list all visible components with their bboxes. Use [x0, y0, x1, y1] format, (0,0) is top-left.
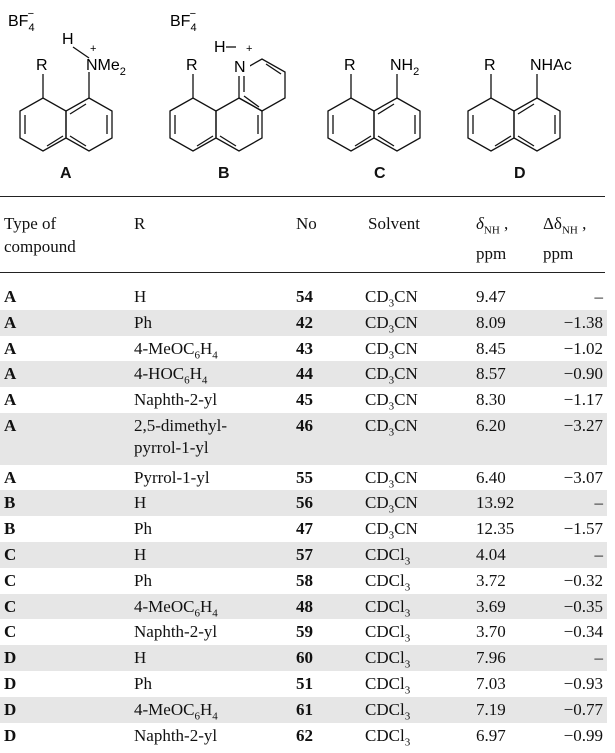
cell-r: $4-MeOC_6H_4$	[134, 338, 218, 361]
cell-delta: 8.57	[476, 364, 506, 384]
cell-delta: 7.03	[476, 673, 506, 693]
cell-no: 46	[296, 415, 313, 435]
cell-no: 45	[296, 390, 313, 410]
cell-delta: 6.97	[476, 725, 506, 745]
table-row	[0, 542, 607, 568]
structure-c	[318, 0, 458, 195]
table-row	[0, 645, 607, 671]
structure-a	[0, 0, 150, 195]
cell-ddelta: –	[594, 287, 603, 306]
table-row	[0, 723, 607, 749]
cell-delta: 9.47	[476, 287, 506, 306]
cell-no: 47	[296, 519, 313, 539]
cell-ddelta: −1.17	[563, 390, 603, 410]
cell-solvent: $CD_3CN$	[365, 467, 418, 490]
table-row	[0, 361, 607, 387]
cell-solvent: $CD_3CN$	[365, 287, 418, 310]
table-row	[0, 594, 607, 620]
cell-type: C	[4, 596, 17, 616]
header-type: Type of compound	[4, 214, 76, 256]
cell-solvent: $CD_3CN$	[365, 364, 418, 387]
table-row	[0, 465, 607, 491]
cell-delta: 3.72	[476, 570, 506, 590]
table-row	[0, 619, 607, 645]
cell-solvent: CDCl$_3$	[365, 648, 411, 671]
cell-ddelta: –	[594, 544, 603, 564]
data-table	[0, 284, 607, 748]
substituent-r-a: R	[36, 57, 48, 74]
structure-b	[160, 0, 320, 195]
header-no: No	[296, 214, 317, 233]
cell-solvent: CDCl$_3$	[365, 699, 411, 723]
cell-delta: 8.09	[476, 312, 506, 332]
header-ddelta: $\Delta\delta_{NH}$ , ppm	[543, 214, 587, 264]
cell-r: Ph	[134, 312, 152, 332]
cell-r: H	[134, 544, 147, 564]
cell-no: 55	[296, 467, 313, 487]
cell-solvent: CDCl$_3$	[365, 673, 411, 697]
cell-type: D	[4, 699, 17, 719]
structure-d	[458, 0, 608, 195]
table-row	[0, 516, 607, 542]
cell-ddelta: −3.27	[563, 415, 603, 435]
cell-no: 51	[296, 673, 313, 693]
table-row	[0, 568, 607, 594]
table-top-rule	[0, 196, 605, 197]
cell-type: B	[4, 519, 16, 539]
header-delta: $\delta_{NH}$ , ppm	[476, 214, 509, 264]
cell-r: H	[134, 493, 147, 513]
cell-type: C	[4, 544, 17, 564]
cell-delta: 3.69	[476, 596, 506, 616]
cell-delta: 8.30	[476, 390, 506, 410]
cell-no: 44	[296, 364, 313, 384]
cell-solvent: CDCl$_3$	[365, 725, 411, 748]
cell-r: Naphth-2-yl	[134, 725, 218, 745]
cell-r: H	[134, 648, 147, 668]
charge-a: +	[90, 43, 97, 55]
cell-no: 60	[296, 648, 313, 668]
cell-type: D	[4, 648, 17, 668]
cell-delta: 7.19	[476, 699, 506, 719]
table-row	[0, 387, 607, 413]
cell-solvent: $CD_3CN$	[365, 493, 418, 516]
cell-delta: 6.40	[476, 467, 506, 487]
substituent-r-c: R	[344, 57, 356, 74]
cell-solvent: CDCl$_3$	[365, 622, 411, 645]
cell-type: C	[4, 622, 17, 642]
cell-delta: 4.04	[476, 544, 506, 564]
proton-a: H	[62, 31, 74, 48]
cell-r: Ph	[134, 570, 152, 590]
cell-type: A	[4, 338, 17, 358]
cell-ddelta: −0.90	[563, 364, 603, 384]
cell-delta: 12.35	[476, 519, 515, 539]
cell-solvent: $CD_3CN$	[365, 312, 418, 336]
cell-solvent: CDCl$_3$	[365, 544, 411, 568]
label-c: C	[374, 165, 386, 182]
cell-r: Pyrrol-1-yl	[134, 467, 210, 487]
table-row	[0, 413, 607, 465]
cell-type: C	[4, 570, 17, 590]
cell-ddelta: −0.34	[563, 622, 603, 642]
table-row	[0, 336, 607, 362]
cell-no: 57	[296, 544, 313, 564]
cell-r: 2,5-dimethyl- pyrrol-1-yl	[134, 415, 228, 457]
cell-r: Ph	[134, 673, 152, 693]
cell-solvent: $CD_3CN$	[365, 390, 418, 413]
substituent-r-d: R	[484, 57, 496, 74]
cell-no: 58	[296, 570, 313, 590]
cell-no: 59	[296, 622, 313, 642]
cell-no: 43	[296, 338, 313, 358]
cell-solvent: $CD_3CN$	[365, 519, 418, 542]
label-b: B	[218, 165, 230, 182]
cell-no: 42	[296, 312, 313, 332]
cell-type: A	[4, 312, 17, 332]
cell-no: 61	[296, 699, 313, 719]
cell-r: H	[134, 287, 147, 306]
substituent-r-b: R	[186, 57, 198, 74]
table-row	[0, 310, 607, 336]
cell-type: D	[4, 725, 17, 745]
table-row	[0, 284, 607, 310]
cell-type: A	[4, 390, 17, 410]
cell-delta: 13.92	[476, 493, 515, 513]
table-row	[0, 490, 607, 516]
cell-no: 54	[296, 287, 313, 306]
cell-no: 56	[296, 493, 313, 513]
cell-ddelta: −1.02	[563, 338, 603, 358]
cell-ddelta: −0.77	[563, 699, 603, 719]
cell-delta: 6.20	[476, 415, 506, 435]
counterion-a: $BF_4-$	[8, 8, 35, 34]
cell-type: D	[4, 673, 17, 693]
cell-ddelta: −0.35	[563, 596, 603, 616]
cell-delta: 8.45	[476, 338, 506, 358]
cell-r: Naphth-2-yl	[134, 622, 218, 642]
cell-r: $4-HOC_6H_4$	[134, 364, 208, 387]
header-solvent: Solvent	[368, 214, 420, 233]
nitrogen-b: N	[234, 59, 246, 76]
amine-group-a: NMe$_2$	[86, 57, 126, 78]
amide-group-d: NHAc	[530, 57, 572, 74]
structures-panel	[0, 0, 615, 195]
cell-type: A	[4, 287, 17, 306]
header-bottom-rule	[0, 272, 605, 273]
cell-ddelta: –	[594, 493, 603, 513]
cell-delta: 7.96	[476, 648, 506, 668]
cell-r: $4-MeOC_6H_4$	[134, 699, 218, 723]
cell-ddelta: −1.57	[563, 519, 603, 539]
proton-b: H	[214, 39, 226, 56]
label-a: A	[60, 165, 72, 182]
table-row	[0, 671, 607, 697]
cell-ddelta: −0.99	[563, 725, 603, 745]
cell-ddelta: −3.07	[563, 467, 603, 487]
cell-type: A	[4, 415, 17, 435]
table-row	[0, 697, 607, 723]
cell-r: $4-MeOC_6H_4$	[134, 596, 218, 619]
cell-solvent: CDCl$_3$	[365, 596, 411, 619]
cell-ddelta: −0.93	[563, 673, 603, 693]
cell-type: A	[4, 467, 17, 487]
cell-no: 48	[296, 596, 313, 616]
cell-ddelta: −0.32	[563, 570, 603, 590]
header-r: R	[134, 214, 146, 233]
cell-r: Naphth-2-yl	[134, 390, 218, 410]
cell-type: B	[4, 493, 16, 513]
cell-solvent: $CD_3CN$	[365, 415, 418, 439]
charge-b: +	[246, 43, 253, 55]
counterion-b: $BF_4-$	[170, 8, 197, 34]
cell-type: A	[4, 364, 17, 384]
cell-no: 62	[296, 725, 313, 745]
cell-ddelta: –	[594, 648, 603, 668]
amine-group-c: $NH_2$	[390, 57, 420, 78]
cell-solvent: CDCl$_3$	[365, 570, 411, 594]
cell-ddelta: −1.38	[563, 312, 603, 332]
label-d: D	[514, 165, 526, 182]
cell-solvent: $CD_3CN$	[365, 338, 418, 361]
cell-r: Ph	[134, 519, 152, 539]
cell-delta: 3.70	[476, 622, 506, 642]
